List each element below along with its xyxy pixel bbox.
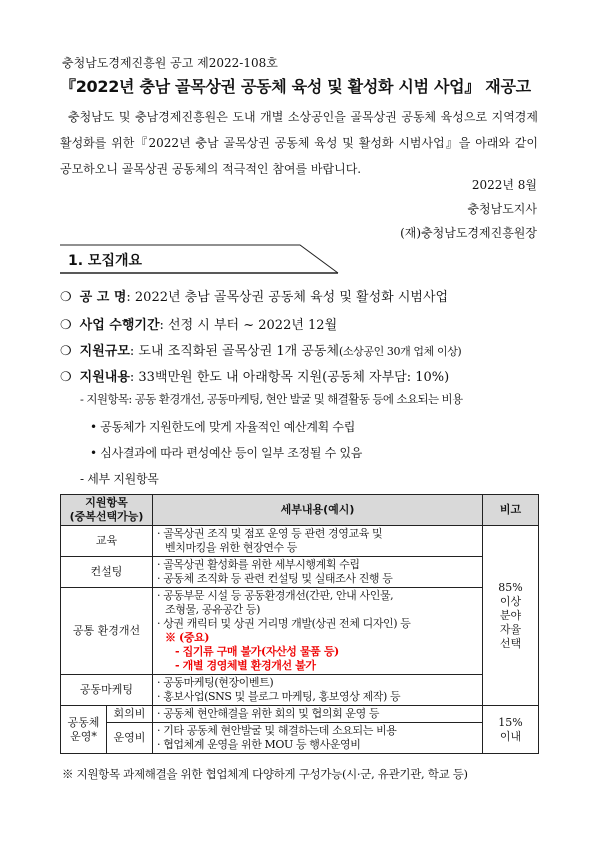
- note-line: 이상: [499, 594, 522, 608]
- overview-row-content: [60, 366, 449, 385]
- table-row: [61, 557, 539, 588]
- header-item-label: 지원항목: [85, 496, 128, 509]
- intro-text: 충청남도 및 충남경제진흥원은 도내 개별 소상공인을 골목상권 공동체 육성으로 지역경제 활성화를 위한『2022년 충남 골목상권 공동체 육성 및 활성화 시범사업』을 아래와 같이 공모하오니 골목상권 공동체의 적극적인 참여를 바랍니다.: [60, 110, 538, 176]
- table-header-row: [61, 495, 539, 526]
- header-detail: 세부내용(예시): [153, 495, 483, 526]
- row-detail-consulting: [153, 557, 483, 588]
- row-label-operations: 공동체 운영*: [61, 706, 107, 754]
- detail-items-heading: - 세부 지원항목: [80, 472, 159, 486]
- row-label-opcost: 운영비: [107, 723, 153, 754]
- row-detail-opcost: [153, 723, 483, 754]
- row-value: : 선정 시 부터 ~ 2022년 12월: [159, 318, 338, 333]
- row-value-note: (소상공인 30개 업체 이상): [339, 345, 462, 358]
- table-row: [61, 526, 539, 557]
- row-detail-meeting: [153, 706, 483, 723]
- detail-line: 벤치마킹을 위한 현장연수 등: [165, 541, 298, 554]
- warning-line: - 개별 경영체별 환경개선 불가: [175, 659, 316, 672]
- detail-line: · 기타 공동체 현안발굴 및 해결하는데 소요되는 비용: [157, 724, 397, 737]
- row-label: 공 고 명: [79, 290, 127, 305]
- detail-line: · 공동체 조직화 등 관련 컨설팅 및 실태조사 진행 등: [157, 572, 393, 585]
- row-value: : 2022년 충남 골목상권 공동체 육성 및 활성화 시범사업: [126, 290, 449, 305]
- support-items-line: - 지원항목: 공동 환경개선, 공동마케팅, 현안 발굴 및 해결활동 등에 소요되는 비용: [80, 392, 463, 406]
- detail-line: · 홍보사업(SNS 및 블로그 마케팅, 홍보영상 제작) 등: [157, 690, 401, 703]
- circle-bullet-icon: ❍: [60, 370, 72, 385]
- note-lower: [483, 706, 539, 754]
- overview-row-title: [60, 286, 448, 305]
- issuer-governor: 충청남도지사: [467, 202, 537, 216]
- issuer-organization: (재)충청남도경제진흥원장: [400, 226, 537, 240]
- circle-bullet-icon: ❍: [60, 344, 72, 359]
- detail-line: · 골목상권 조직 및 점포 운영 등 관련 경영교육 및: [157, 527, 383, 540]
- note-line: 자율: [499, 622, 522, 636]
- table-row: [61, 675, 539, 706]
- overview-row-period: [60, 314, 337, 333]
- row-detail-environment: [153, 588, 483, 675]
- support-items-table: [60, 494, 539, 754]
- detail-line: 조형물, 공유공간 등): [165, 603, 260, 616]
- detail-line: · 상권 캐릭터 및 상권 거리명 개발(상권 전체 디자인) 등: [157, 617, 411, 630]
- note-upper: [483, 526, 539, 706]
- notice-date: 2022년 8월: [471, 178, 537, 192]
- row-label-education: 교육: [61, 526, 153, 557]
- notice-number: 충청남도경제진흥원 공고 제2022-108호: [62, 56, 278, 70]
- detail-line: · 협업체계 운영을 위한 MOU 등 행사운영비: [157, 738, 361, 751]
- detail-line: · 골목상권 활성화를 위한 세부시행계획 수립: [157, 558, 360, 571]
- intro-paragraph: [60, 104, 538, 182]
- note-line: 이내: [499, 729, 522, 743]
- table-row: [61, 723, 539, 754]
- detail-line: · 공동부문 시설 등 공동환경개선(간판, 안내 사인물,: [157, 589, 394, 602]
- row-label: 사업 수행기간: [79, 318, 160, 333]
- row-label-environment: 공통 환경개선: [61, 588, 153, 675]
- row-label-meeting: 회의비: [107, 706, 153, 723]
- note-line: 분야: [499, 608, 522, 622]
- header-item: [61, 495, 153, 526]
- circle-bullet-icon: ❍: [60, 318, 72, 333]
- circle-bullet-icon: ❍: [60, 290, 72, 305]
- budget-adjust-note: • 심사결과에 따라 편성예산 등이 일부 조정될 수 있음: [90, 446, 363, 460]
- warning-line: - 집기류 구매 불가(자산성 물품 등): [175, 645, 339, 658]
- row-value: : 33백만원 한도 내 아래항목 지원(공동체 자부담: 10%): [129, 370, 450, 385]
- note-line: 15%: [498, 715, 523, 729]
- header-item-sublabel: (중복선택가능): [69, 510, 144, 523]
- document-title: 『2022년 충남 골목상권 공동체 육성 및 활성화 시범 사업』 재공고: [60, 77, 531, 96]
- row-detail-education: [153, 526, 483, 557]
- detail-line: · 공동체 현안해결을 위한 회의 및 협의회 운영 등: [157, 707, 380, 720]
- table-row: [61, 706, 539, 723]
- budget-plan-note: • 공동체가 지원한도에 맞게 자율적인 예산계획 수립: [90, 420, 355, 434]
- row-label-consulting: 컨설팅: [61, 557, 153, 588]
- header-note: 비고: [483, 495, 539, 526]
- footnote: ※ 지원항목 과제해결을 위한 협업체계 다양하게 구성가능(시·군, 유관기관, 학교 등): [62, 767, 468, 781]
- row-value: : 도내 조직화된 골목상권 1개 공동체: [129, 344, 340, 359]
- note-line: 85%: [498, 580, 523, 594]
- overview-row-scale: [60, 340, 461, 359]
- detail-line: · 공동마케팅(현장이벤트): [157, 676, 274, 689]
- section-title: 1. 모집개요: [68, 253, 143, 269]
- warning-title: ※ (중요): [165, 631, 210, 644]
- note-line: 선택: [499, 636, 522, 650]
- row-label: 지원내용: [79, 370, 130, 385]
- row-label-marketing: 공동마케팅: [61, 675, 153, 706]
- section-heading: [60, 244, 340, 274]
- row-label: 지원규모: [79, 344, 130, 359]
- row-detail-marketing: [153, 675, 483, 706]
- table-row: [61, 588, 539, 675]
